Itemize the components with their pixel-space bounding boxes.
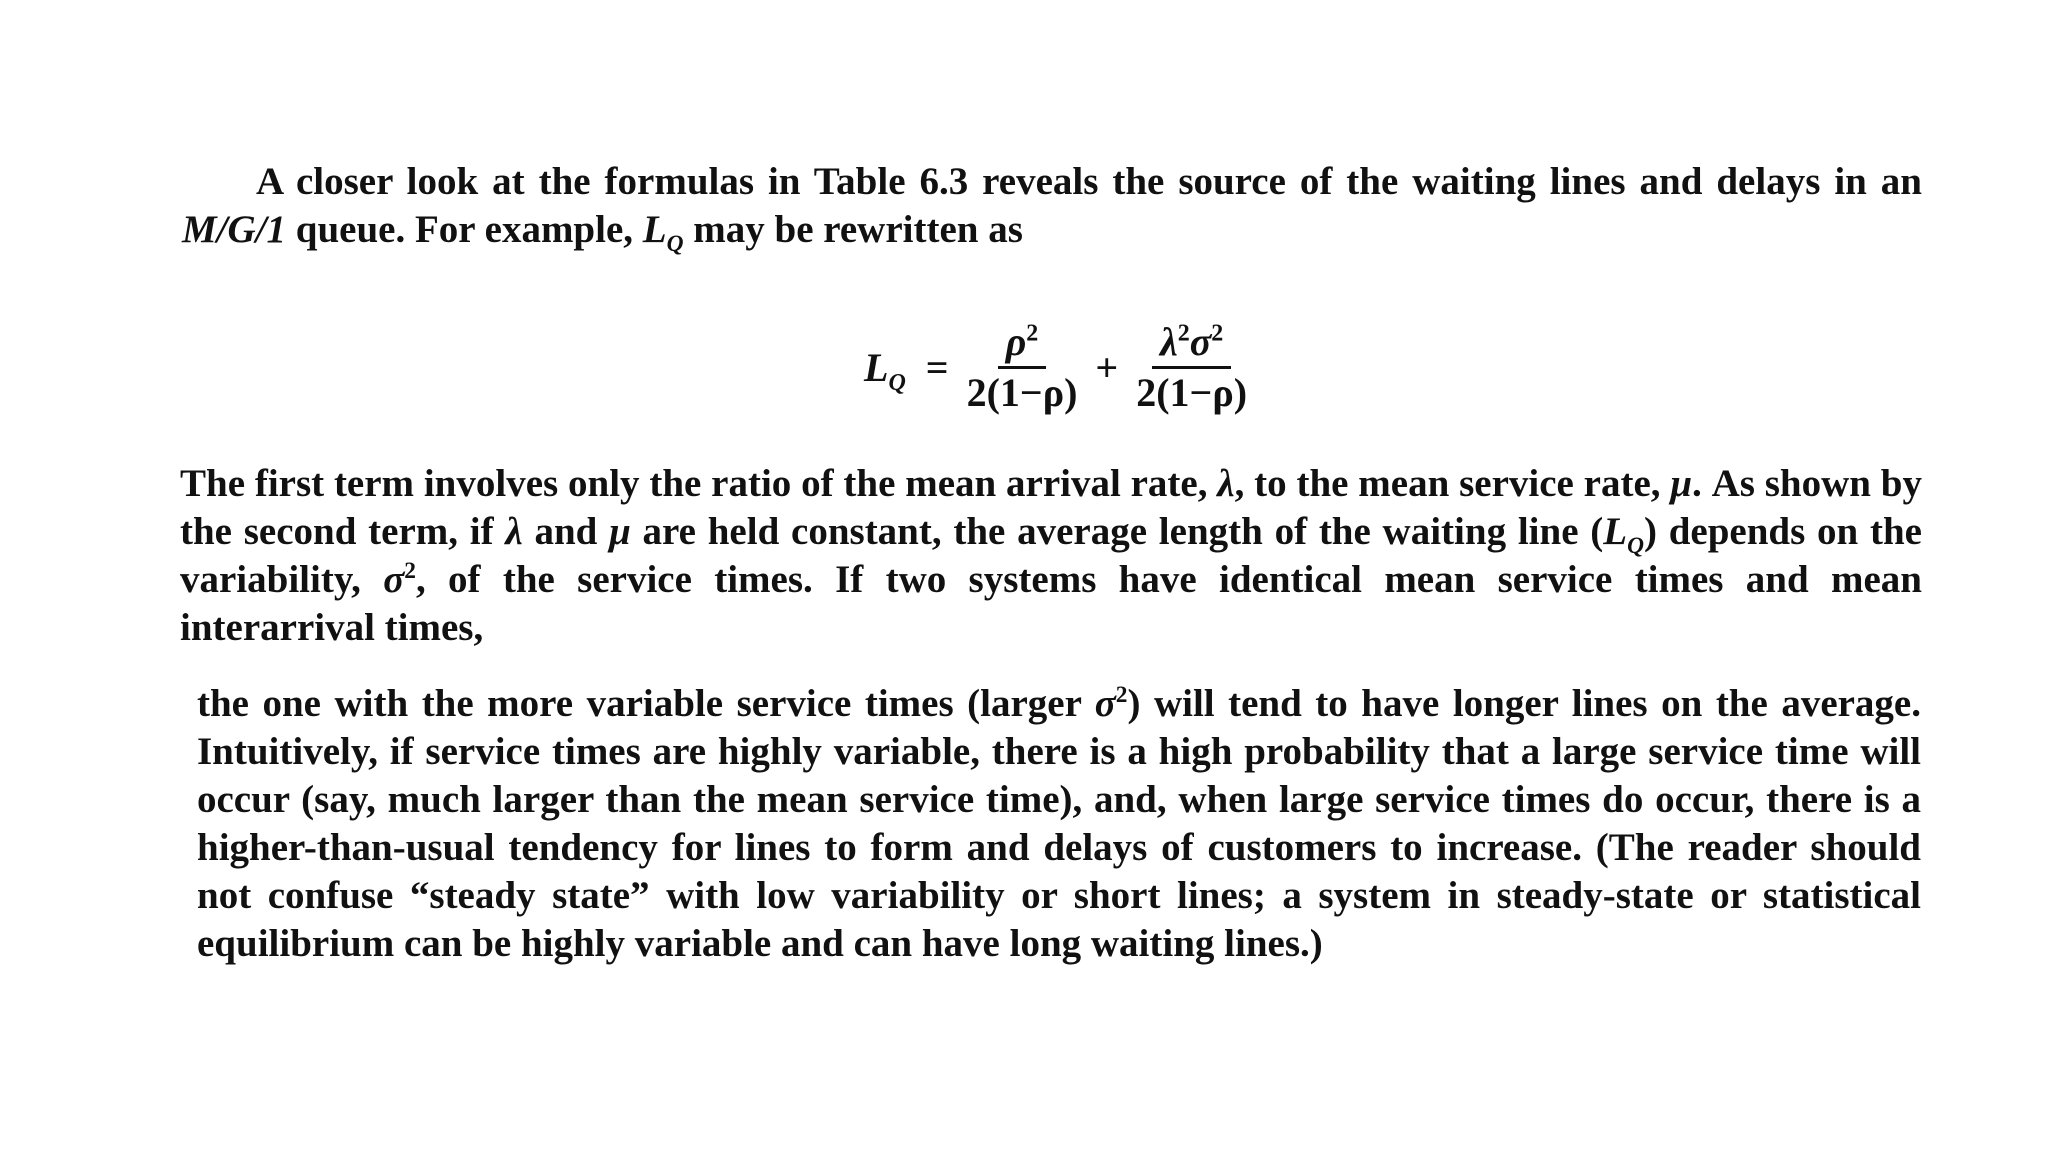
lambda-symbol: λ	[505, 510, 523, 553]
lq-formula	[864, 312, 1255, 422]
lq-subscript: Q	[666, 230, 684, 257]
sigma-symbol: σ	[1189, 318, 1212, 364]
lq-symbol: L	[642, 208, 667, 251]
equals-sign: =	[925, 344, 949, 390]
queue-name: M/G/1	[182, 208, 287, 251]
exponent: 2	[1115, 682, 1128, 708]
paragraph-continuation	[197, 680, 1921, 968]
lambda-symbol: λ	[1217, 462, 1235, 505]
plus-sign: +	[1095, 344, 1119, 390]
text-run: ) depends on the variability,	[180, 510, 1922, 601]
sigma-symbol: σ	[383, 558, 405, 601]
rho-symbol: ρ	[1005, 318, 1027, 364]
fraction-term-1	[959, 318, 1086, 417]
fraction-term-2	[1128, 318, 1255, 417]
fraction-2-denominator: 2(1−ρ)	[1136, 369, 1248, 415]
lq-symbol: L	[1603, 510, 1628, 553]
text-run: The first term involves only the ratio of the mean arrival rate,	[180, 462, 1218, 505]
text-run: , to the mean service rate,	[1234, 462, 1671, 505]
exponent: 2	[1177, 320, 1190, 347]
exponent: 2	[404, 558, 416, 584]
sigma-symbol: σ	[1094, 682, 1116, 725]
exponent: 2	[1026, 320, 1039, 347]
fraction-1-denominator: 2(1−ρ)	[966, 369, 1078, 415]
text-run: A closer look at the formulas in Table 6.3 reveals the source of the waiting lines and delays in an	[256, 160, 1922, 203]
text-run: . As shown by the second term, if	[180, 462, 1922, 553]
text-run: are held constant, the average length of the waiting line (	[630, 510, 1604, 553]
formula-lhs-subscript: Q	[888, 369, 906, 396]
text-run: and	[522, 510, 610, 553]
formula-lhs	[864, 344, 906, 396]
paragraph-explanation	[180, 460, 1922, 652]
text-run: may be rewritten as	[683, 208, 1023, 251]
text-run: ) will tend to have longer lines on the average. Intuitively, if service times are highly variable, there is a high probability that a large service time will occur (say, much larger than the mean service time), and, when large service times do occur, there is a higher-than-usual tendency for lines to form and delays of customers to increase. (The reader should not confuse “steady state” with low variability or short lines; a system in steady-state or statistical equilibrium can be highly variable and can have long waiting lines.)	[197, 682, 1921, 965]
lambda-symbol: λ	[1159, 318, 1178, 364]
exponent: 2	[1211, 320, 1224, 347]
mu-symbol: μ	[609, 510, 631, 553]
text-run: queue. For example,	[286, 208, 643, 251]
text-run: the one with the more variable service times (larger	[197, 682, 1095, 725]
formula-lhs-symbol: L	[864, 344, 889, 390]
fraction-1-numerator	[998, 318, 1047, 369]
mu-symbol: μ	[1670, 462, 1693, 505]
fraction-2-numerator	[1152, 318, 1231, 369]
text-run: , of the service times. If two systems have identical mean service times and mean interarrival times,	[180, 558, 1922, 649]
lq-subscript: Q	[1627, 532, 1644, 559]
paragraph-intro	[182, 158, 1922, 257]
